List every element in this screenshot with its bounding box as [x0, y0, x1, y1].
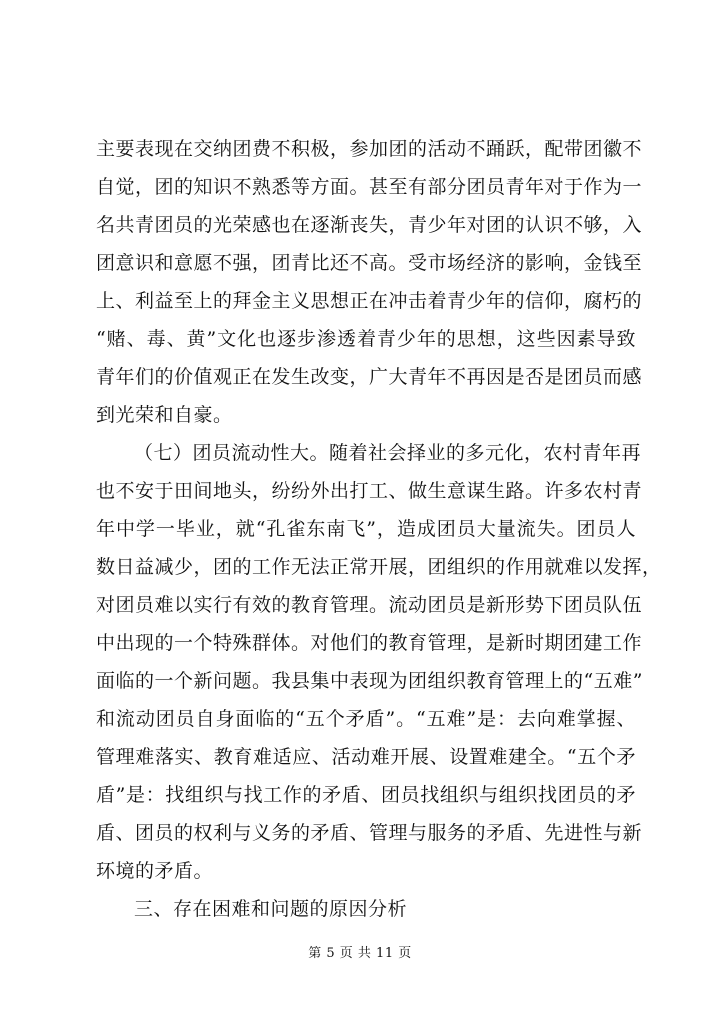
body-line-3: 名共青团员的光荣感也在逐渐丧失，青少年对团的认识不够，入	[96, 214, 643, 236]
body-line-18: 盾”是：找组织与找工作的矛盾、团员找组织与组织找团员的矛	[96, 784, 636, 806]
body-line-5: 上、利益至上的拜金主义思想正在冲击着青少年的信仰，腐朽的	[96, 290, 643, 312]
body-line-15: 面临的一个新问题。我县集中表现为团组织教育管理上的“五难”	[96, 670, 643, 692]
body-line-20: 环境的矛盾。	[96, 860, 214, 882]
body-line-6: “赌、毒、黄”文化也逐步渗透着青少年的思想，这些因素导致	[96, 328, 636, 350]
body-line-2: 自觉，团的知识不熟悉等方面。甚至有部分团员青年对于作为一	[96, 176, 643, 198]
body-line-14: 中出现的一个特殊群体。对他们的教育管理，是新时期团建工作	[96, 632, 643, 654]
paragraph-seven-first-line: （七）团员流动性大。随着社会择业的多元化，农村青年再	[134, 442, 642, 464]
body-line-7: 青年们的价值观正在发生改变，广大青年不再因是否是团员而感	[96, 366, 643, 388]
body-line-4: 团意识和意愿不强，团青比还不高。受市场经济的影响，金钱至	[96, 252, 643, 274]
body-line-11: 年中学一毕业，就“孔雀东南飞”，造成团员大量流失。团员人	[96, 518, 636, 540]
page-number-footer: 第 5 页 共 11 页	[308, 946, 412, 961]
section-heading: 三、存在困难和问题的原因分析	[134, 898, 408, 920]
body-line-8: 到光荣和自豪。	[96, 404, 233, 426]
body-line-12: 数日益减少，团的工作无法正常开展，团组织的作用就难以发挥，	[96, 556, 662, 578]
body-line-17: 管理难落实、教育难适应、活动难开展、设置难建全。“五个矛	[96, 746, 636, 768]
body-line-10: 也不安于田间地头，纷纷外出打工、做生意谋生路。许多农村青	[96, 480, 643, 502]
body-line-1: 主要表现在交纳团费不积极，参加团的活动不踊跃，配带团徽不	[96, 138, 643, 160]
body-line-16: 和流动团员自身面临的“五个矛盾”。“五难”是：去向难掌握、	[96, 708, 636, 730]
body-line-19: 盾、团员的权利与义务的矛盾、管理与服务的矛盾、先进性与新	[96, 822, 643, 844]
body-line-13: 对团员难以实行有效的教育管理。流动团员是新形势下团员队伍	[96, 594, 643, 616]
